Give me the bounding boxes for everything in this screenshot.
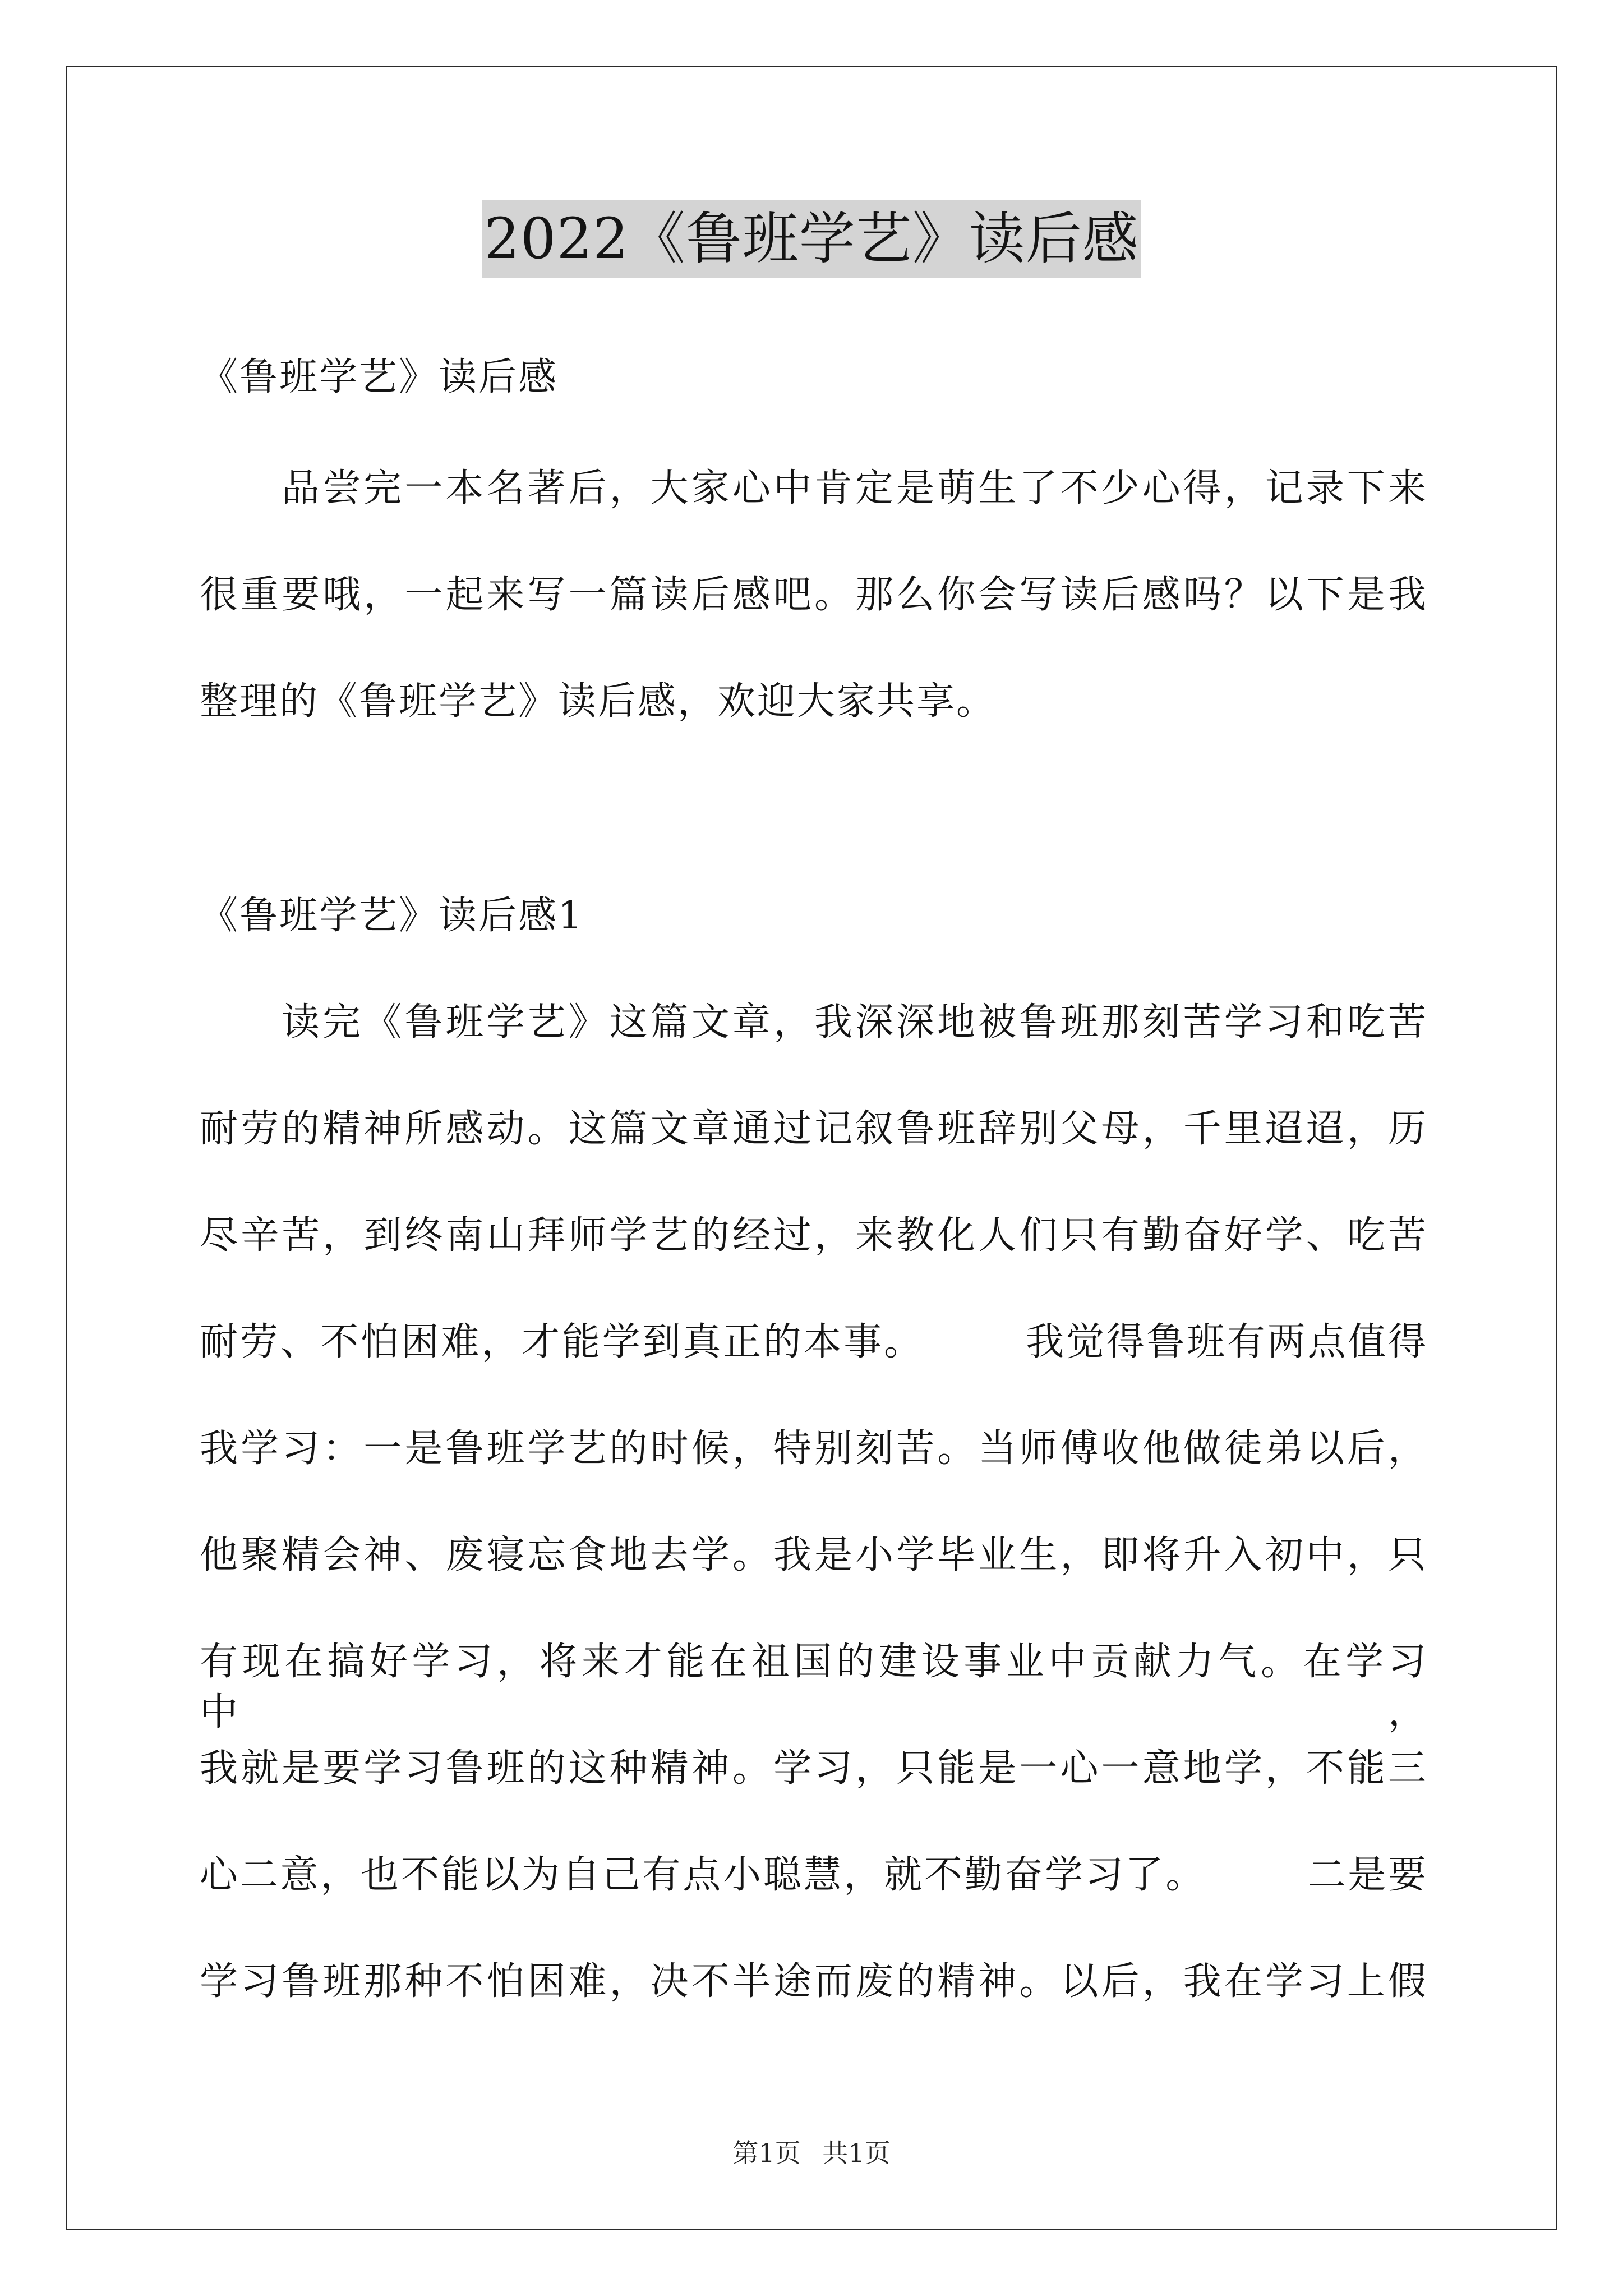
body-paragraph-line: 耐劳的精神所感动。这篇文章通过记叙鲁班辞别父母，千里迢迢，历 — [200, 1107, 1428, 1151]
body-paragraph-line: 他聚精会神、废寝忘食地去学。我是小学毕业生，即将升入初中，只 — [200, 1533, 1428, 1577]
intro-paragraph-line: 整理的《鲁班学艺》读后感，欢迎大家共享。 — [200, 679, 997, 724]
document-title: 2022《鲁班学艺》读后感 — [482, 200, 1141, 278]
page-number: 第1页 — [732, 2138, 801, 2168]
page-footer — [0, 2136, 1623, 2170]
body-paragraph-line: 耐劳、不怕困难，才能学到真正的本事。 我觉得鲁班有两点值得 — [200, 1320, 1428, 1364]
body-paragraph-line: 读完《鲁班学艺》这篇文章，我深深地被鲁班那刻苦学习和吃苦 — [200, 1000, 1428, 1045]
title-container — [0, 200, 1623, 278]
body-paragraph-line: 尽辛苦，到终南山拜师学艺的经过，来教化人们只有勤奋好学、吃苦 — [200, 1213, 1428, 1258]
body-paragraph-line: 学习鲁班那种不怕困难，决不半途而废的精神。以后，我在学习上假 — [200, 1959, 1428, 2004]
body-paragraph-line: 有现在搞好学习，将来才能在祖国的建设事业中贡献力气。在学习中， — [200, 1640, 1428, 1734]
body-paragraph-line: 我就是要学习鲁班的这种精神。学习，只能是一心一意地学，不能三 — [200, 1746, 1428, 1791]
intro-paragraph-line: 很重要哦，一起来写一篇读后感吧。那么你会写读后感吗？以下是我 — [200, 573, 1428, 617]
intro-heading: 《鲁班学艺》读后感 — [200, 355, 559, 399]
body-paragraph-line: 我学习：一是鲁班学艺的时候，特别刻苦。当师傅收他做徒弟以后， — [200, 1427, 1428, 1471]
intro-paragraph-line: 品尝完一本名著后，大家心中肯定是萌生了不少心得，记录下来 — [200, 466, 1428, 510]
page-total: 共1页 — [822, 2138, 891, 2168]
section-heading: 《鲁班学艺》读后感1 — [200, 894, 584, 938]
body-paragraph-line: 心二意，也不能以为自己有点小聪慧，就不勤奋学习了。 二是要 — [200, 1853, 1428, 1897]
